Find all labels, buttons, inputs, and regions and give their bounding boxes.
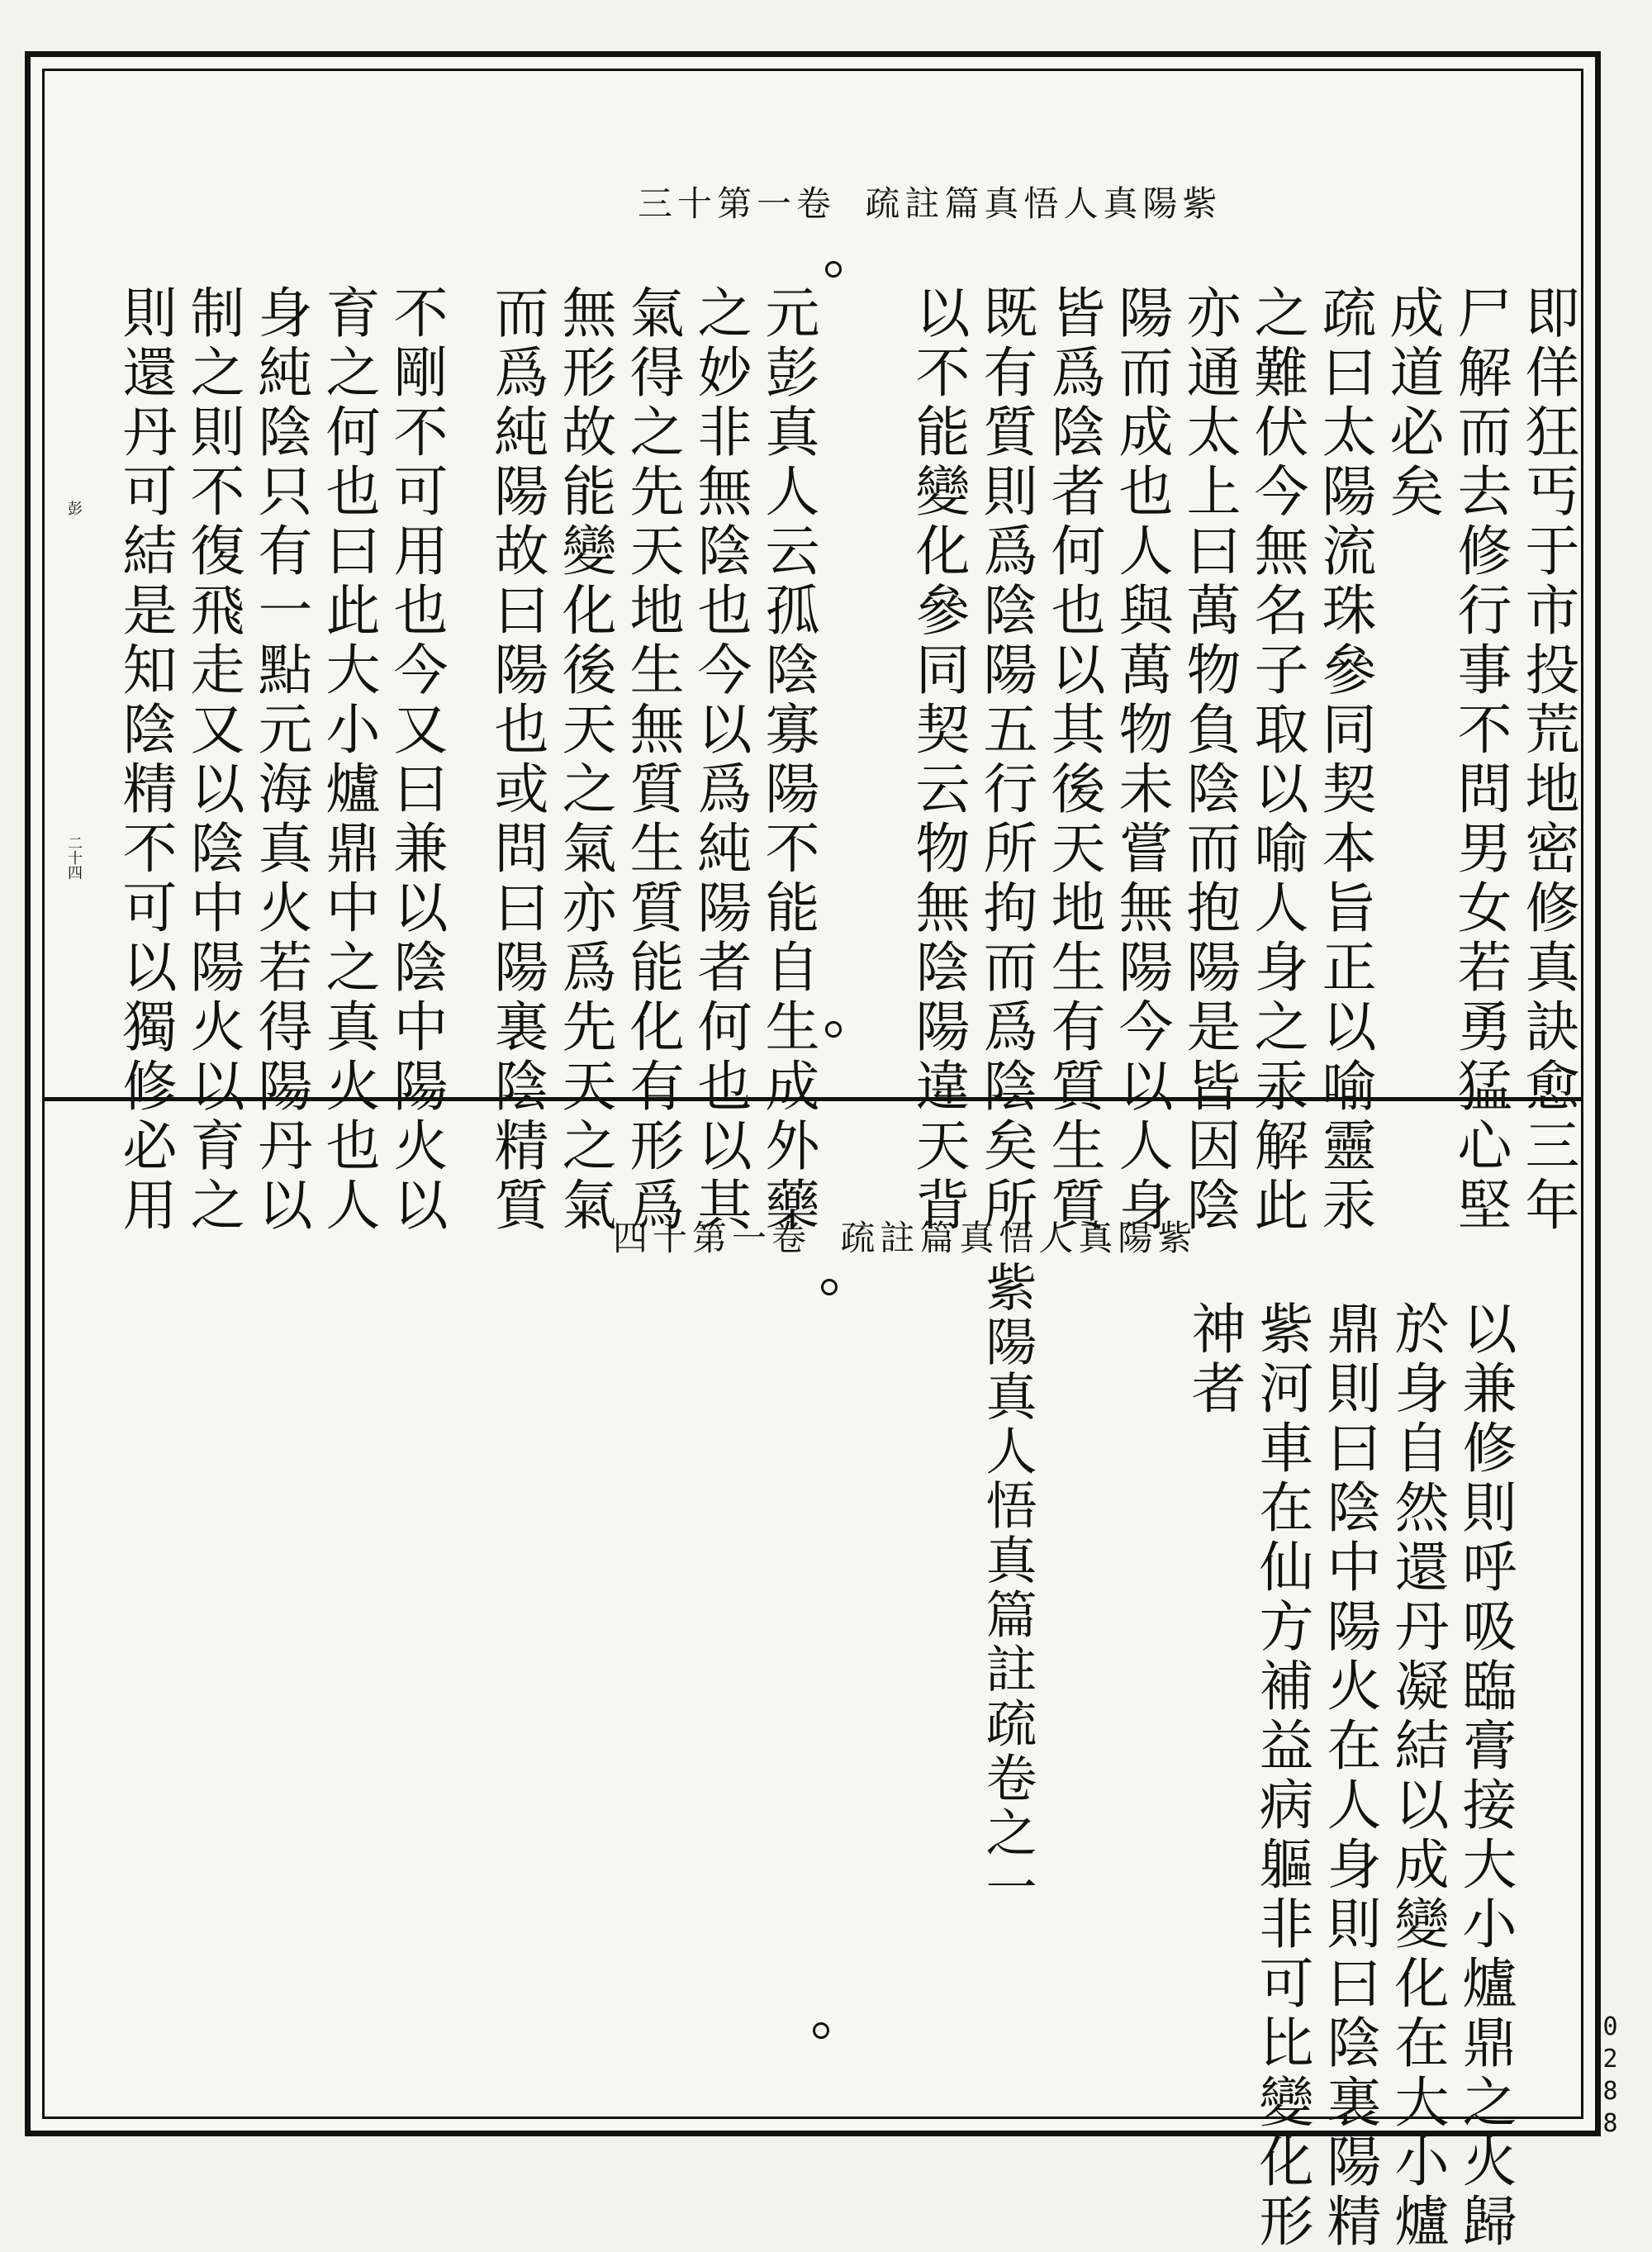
bottom-column-5: 神者 <box>1182 1300 1246 1419</box>
top-column-8: 皆爲陰者何也以其後天地生有質生質 <box>1042 284 1105 1236</box>
bottom-column-4: 紫河車在仙方補益病軀非可比變化形 <box>1250 1300 1313 2252</box>
top-column-13: 氣得之先天地生無質生質能化有形爲 <box>620 284 684 1236</box>
inner-border <box>42 69 1625 2252</box>
circle-mark-3 <box>821 1279 838 1295</box>
bottom-column-2: 於身自然還丹凝結以成變化在大小爐 <box>1385 1300 1449 2252</box>
top-column-14: 無形故能變化後天之氣亦爲先天之氣 <box>553 284 616 1236</box>
top-column-10: 以不能變化參同契云物無陰陽違天背 <box>906 284 970 1236</box>
bottom-column-3: 鼎則曰陰中陽火在人身則曰陰裏陽精 <box>1317 1300 1381 2252</box>
top-column-4: 疏曰太陽流珠參同契本旨正以喻靈汞 <box>1313 284 1376 1236</box>
top-column-18: 身純陰只有一點元海真火若得陽丹以 <box>249 284 312 1236</box>
top-column-2: 尸解而去修行事不問男女若勇猛心堅 <box>1448 284 1512 1236</box>
page-number: 0288 <box>1596 2012 1625 2141</box>
top-folio-note: 二十四 <box>65 835 83 880</box>
bottom-running-head-volume: 卷一第十四 <box>613 1218 812 1258</box>
top-column-7: 陽而成也人與萬物未嘗無陽今以人身 <box>1109 284 1173 1236</box>
circle-mark-1 <box>825 261 842 278</box>
circle-mark-4 <box>813 2022 829 2039</box>
top-column-15: 而爲純陽故曰陽也或問曰陽裏陰精質 <box>485 284 548 1236</box>
circle-mark-2 <box>825 1021 842 1038</box>
page-divider <box>45 1097 1581 1101</box>
top-column-6: 亦通太上曰萬物負陰而抱陽是皆因陰 <box>1177 284 1241 1236</box>
top-column-11: 元彭真人云孤陰寡陽不能自生成外藥 <box>756 284 819 1236</box>
page-frame <box>25 51 1625 2252</box>
top-column-17: 育之何也曰此大小爐鼎中之真火也人 <box>316 284 380 1236</box>
top-running-head <box>631 177 1228 226</box>
top-margin-note: 彭 <box>65 501 83 515</box>
bottom-column-1: 以兼修則呼吸臨膏接大小爐鼎之火歸 <box>1453 1300 1517 2252</box>
top-column-16: 不剛不可用也今又曰兼以陰中陽火以 <box>384 284 448 1236</box>
top-column-9: 既有質則爲陰陽五行所拘而爲陰矣所 <box>974 284 1037 1236</box>
top-column-12: 之妙非無陰也今以爲純陽者何也以其 <box>688 284 752 1236</box>
top-column-19: 制之則不復飛走又以陰中陽火以育之 <box>181 284 244 1236</box>
top-column-5: 之難伏今無名子取以喻人身之汞解此 <box>1245 284 1308 1236</box>
top-column-1: 即佯狂丐于市投荒地密修真訣愈三年 <box>1516 284 1579 1236</box>
top-column-20: 則還丹可結是知陰精不可以獨修必用 <box>113 284 177 1236</box>
top-column-3: 成道必矣 <box>1380 284 1444 522</box>
top-running-head-volume: 卷一第十三 <box>638 183 837 224</box>
top-running-head-title: 紫陽真人悟真篇註疏 <box>865 183 1222 224</box>
closing-title: 紫陽真人悟真篇註疏卷之一 <box>977 1261 1037 1915</box>
bottom-running-head <box>606 1211 1203 1261</box>
bottom-running-head-title: 紫陽真人悟真篇註疏 <box>840 1218 1198 1258</box>
